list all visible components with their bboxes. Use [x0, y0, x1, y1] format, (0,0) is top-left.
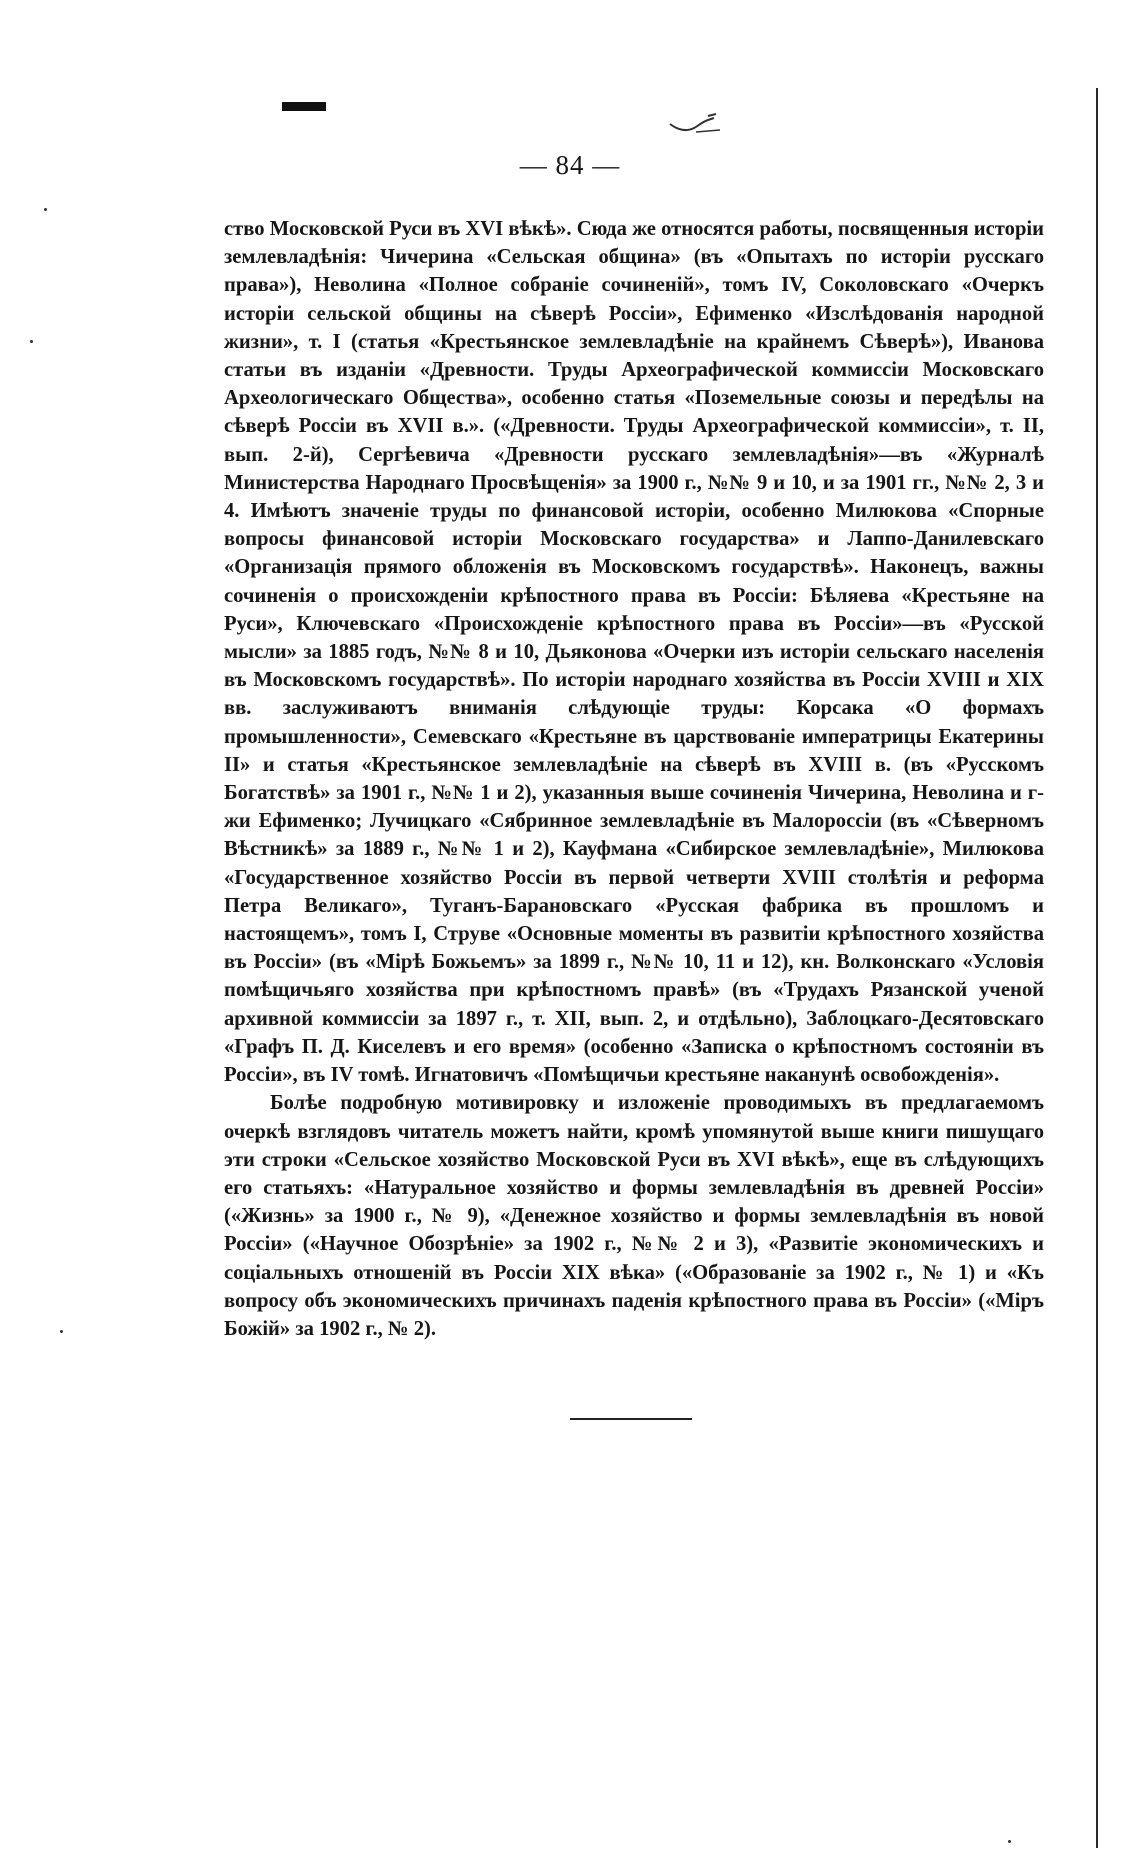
scan-speck [60, 1330, 63, 1333]
scan-speck [1008, 1840, 1011, 1843]
scan-squiggle-mark [668, 112, 728, 138]
page-number: — 84 — [519, 150, 621, 180]
scan-speck [44, 208, 47, 211]
paragraph-bibliography: ство Московской Руси въ XVI вѣкѣ». Сюда же относятся работы, посвященныя исторіи землевладѣнія: Чичерина «Сельская община» (въ «Опытахъ по исторіи русскаго права»), Неволина «Полное собраніе сочиненій», томъ IV, Соколовскаго «Очеркъ исторіи сельской общины на сѣверѣ Россіи», Ефименко «Изслѣдованія народной жизни», т. I (статья «Крестьянское землевладѣніе на крайнемъ Сѣверѣ»), Иванова статьи въ изданіи «Древности. Труды Археографической коммиссіи Московскаго Археологическаго Общества», особенно статья «Поземельные союзы и передѣлы на сѣверѣ Россіи въ XVII в.». («Древности. Труды Археографической коммиссіи», т. II, вып. 2-й), Сергѣевича «Древности русскаго землевладѣнія»—въ «Журналѣ Министерства Народнаго Просвѣщенія» за 1900 г., №№ 9 и 10, и за 1901 гг., №№ 2, 3 и 4. Имѣютъ значеніе труды по финансовой исторіи, особенно Милюкова «Спорные вопросы финансовой исторіи Московскаго государства» и Лаппо-Данилевскаго «Организація прямого обложенія въ Московскомъ государствѣ». Наконецъ, важны сочиненія о происхожденіи крѣпостного права въ Россіи: Бѣляева «Крестьяне на Руси», Ключевскаго «Происхожденіе крѣпостного права въ Россіи»—въ «Русской мысли» за 1885 годъ, №№ 8 и 10, Дьяконова «Очерки изъ исторіи сельскаго населенія въ Московскомъ государствѣ». По исторіи народнаго хозяйства въ Россіи XVIII и XIX вв. заслуживаютъ вниманія слѣдующіе труды: Корсака «О формахъ промышленности», Семевскаго «Крестьяне въ царствованіе императрицы Екатерины II» и статья «Крестьянское землевладѣніе на сѣверѣ въ XVIII в. (въ «Русскомъ Богатствѣ» за 1901 г., №№ 1 и 2), указанныя выше сочиненія Чичерина, Неволина и г-жи Ефименко; Лучицкаго «Сябринное землевладѣніе въ Малороссіи (въ «Сѣверномъ Вѣстникѣ» за 1889 г., №№ 1 и 2), Кауфмана «Сибирское землевладѣніе», Милюкова «Государственное хозяйство Россіи въ первой четверти XVIII столѣтія и реформа Петра Великаго», Туганъ-Барановскаго «Русская фабрика въ прошломъ и настоящемъ», томъ I, Струве «Основные моменты въ развитіи крѣпостного хозяйства въ Россіи» (въ «Мірѣ Божьемъ» за 1899 г., №№ 10, 11 и 12), кн. Волконскаго «Условія помѣщичьяго хозяйства при крѣпостномъ правѣ» (въ «Трудахъ Рязанской ученой архивной коммиссіи за 1897 г., т. XII, вып. 2, и отдѣльно), Заблоцкаго-Десятовскаго «Графъ П. Д. Киселевъ и его время» (особенно «Записка о крѣпостномъ состояніи въ Россіи», въ IV томѣ. Игнатовичъ «Помѣщичьи крестьяне наканунѣ освобожденія». [224, 218, 1044, 1087]
body-text [224, 215, 1044, 1343]
paragraph-author-note: Болѣе подробную мотивировку и изложеніе проводимыхъ въ предлагаемомъ очеркѣ взглядовъ читатель можетъ найти, кромѣ упомянутой выше книги пишущаго эти строки «Сельское хозяйство Московской Руси въ XVI вѣкѣ», еще въ слѣдующихъ его статьяхъ: «Натуральное хозяйство и формы землевладѣнія въ древней Россіи» («Жизнь» за 1900 г., № 9), «Денежное хозяйство и формы землевладѣнія въ новой Россіи» («Научное Обозрѣніе» за 1902 г., №№ 2 и 3), «Развитіе экономическихъ и соціальныхъ отношеній въ Россіи XIX вѣка» («Образованіе за 1902 г., № 1) и «Къ вопросу объ экономическихъ причинахъ паденія крѣпостного права въ Россіи» («Міръ Божій» за 1902 г., № 2). [224, 1092, 1044, 1340]
scan-artifact-mark [282, 102, 326, 111]
scan-speck [30, 340, 33, 343]
end-rule [570, 1418, 692, 1420]
page-edge-rule [1096, 88, 1098, 1848]
